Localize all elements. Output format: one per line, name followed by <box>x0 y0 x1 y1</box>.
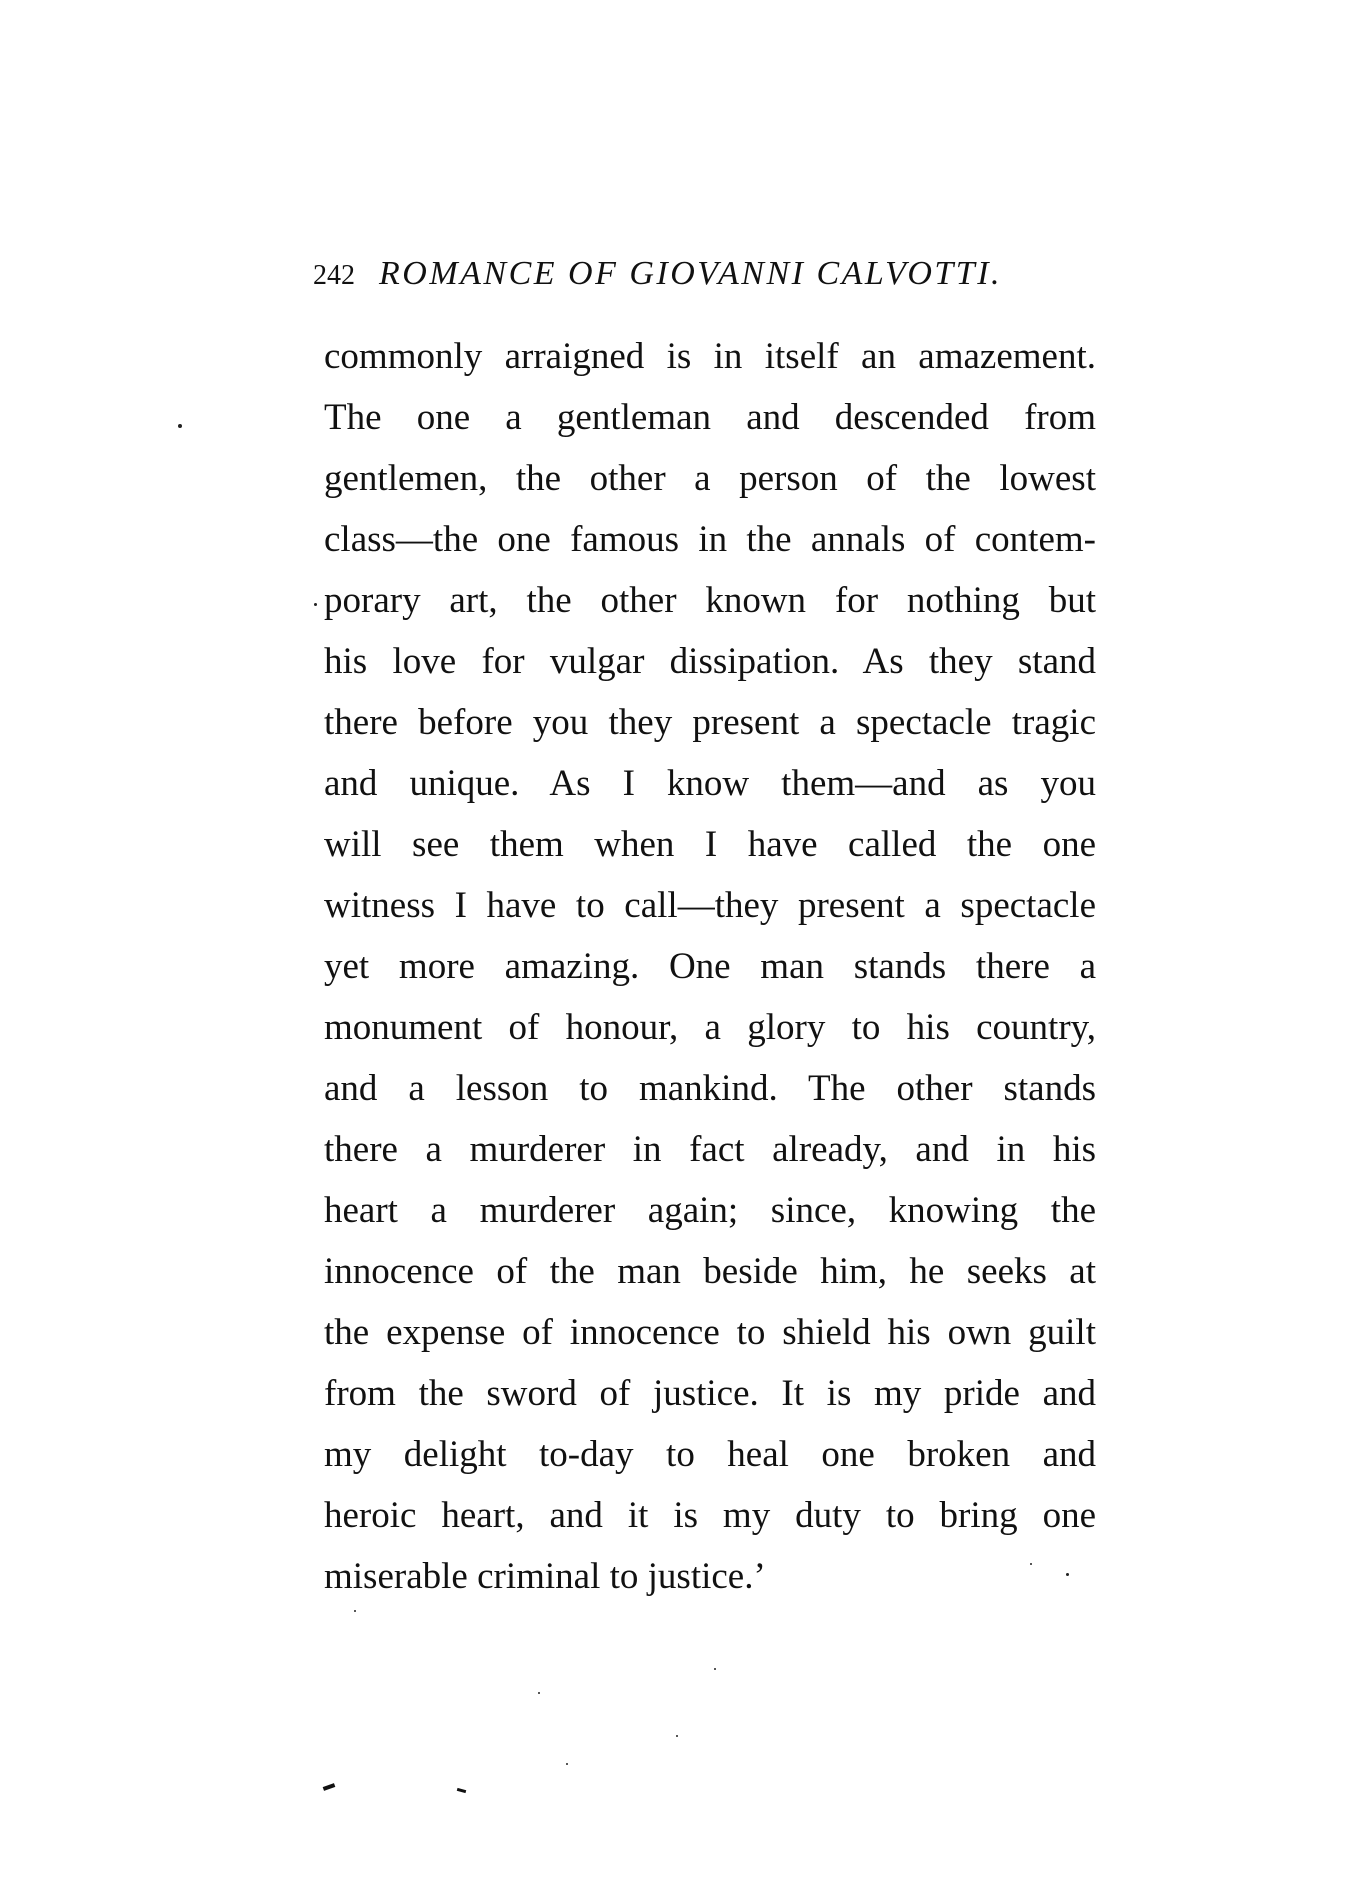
text-line: class—the one famous in the annals of contem- <box>324 519 1096 560</box>
scan-speck <box>1030 1563 1032 1565</box>
scan-speck <box>676 1735 678 1737</box>
text-line: witness I have to call—they present a spectacle <box>324 885 1096 926</box>
scan-mark <box>323 1783 336 1791</box>
running-head <box>313 255 1093 305</box>
scan-speck <box>354 1610 356 1612</box>
text-line: my delight to-day to heal one broken and <box>324 1434 1096 1475</box>
text-line: there before you they present a spectacle tragic <box>324 702 1096 743</box>
body-text <box>324 326 1096 1607</box>
text-line: and unique. As I know them—and as you <box>324 763 1096 804</box>
text-line: yet more amazing. One man stands there a <box>324 946 1096 987</box>
text-line: heart a murderer again; since, knowing the <box>324 1190 1096 1231</box>
scan-speck <box>178 424 182 428</box>
scan-speck <box>714 1668 716 1670</box>
text-line: from the sword of justice. It is my pride and <box>324 1373 1096 1414</box>
book-title: ROMANCE OF GIOVANNI CALVOTTI. <box>379 255 1003 292</box>
page-number: 242 <box>313 260 355 291</box>
scan-mark <box>457 1788 466 1793</box>
text-line: gentlemen, the other a person of the lowest <box>324 458 1096 499</box>
scan-speck <box>538 1692 540 1694</box>
text-line: The one a gentleman and descended from <box>324 397 1096 438</box>
text-line: his love for vulgar dissipation. As they stand <box>324 641 1096 682</box>
text-line: miserable criminal to justice.’ <box>324 1556 766 1597</box>
text-line: porary art, the other known for nothing but <box>324 580 1096 621</box>
text-line: and a lesson to mankind. The other stands <box>324 1068 1096 1109</box>
scan-speck <box>566 1763 568 1765</box>
text-line: there a murderer in fact already, and in his <box>324 1129 1096 1170</box>
text-line: monument of honour, a glory to his country, <box>324 1007 1096 1048</box>
text-line: commonly arraigned is in itself an amazement. <box>324 336 1096 377</box>
text-line: will see them when I have called the one <box>324 824 1096 865</box>
text-line: heroic heart, and it is my duty to bring one <box>324 1495 1096 1536</box>
text-line: innocence of the man beside him, he seeks at <box>324 1251 1096 1292</box>
scan-speck <box>314 603 317 606</box>
text-line: the expense of innocence to shield his own guilt <box>324 1312 1096 1353</box>
scan-speck <box>1066 1573 1069 1576</box>
